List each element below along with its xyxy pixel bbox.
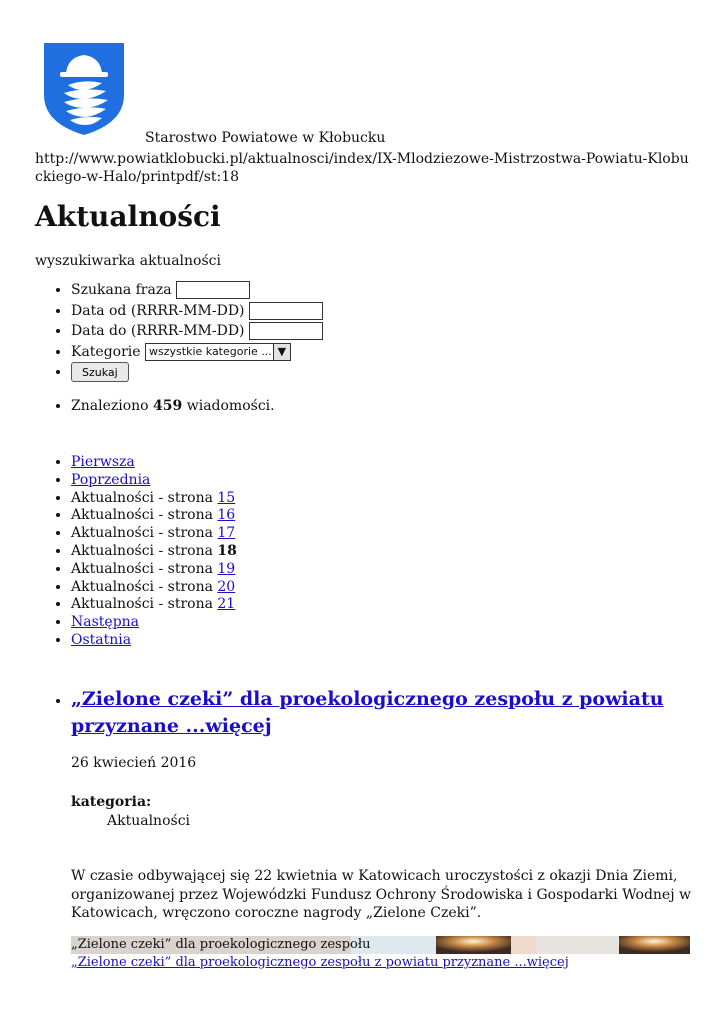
page-url: http://www.powiatklobucki.pl/aktualnosci/index/IX-Mlodziezowe-Mistrzostwa-Powiatu-Klobuckiego-w-Halo/printpdf/st:18 — [35, 151, 689, 185]
submit-row — [71, 362, 323, 383]
pager-last-link[interactable]: Ostatnia — [71, 631, 132, 648]
pager-item-page — [71, 489, 237, 507]
date-from-input[interactable] — [249, 302, 323, 320]
results-count: 459 — [153, 398, 183, 414]
article-date: 26 kwiecień 2016 — [71, 755, 197, 771]
article-title — [71, 686, 725, 740]
article-category-label: kategoria: — [71, 794, 152, 810]
pager-page-label: Aktualności - strona — [71, 560, 213, 577]
date-to-label: Data do (RRRR-MM-DD) — [71, 323, 245, 339]
search-phrase-input[interactable] — [176, 281, 250, 299]
coat-of-arms-icon — [44, 43, 124, 135]
search-form — [35, 280, 323, 383]
category-selected-value: wszystkie kategorie ... — [149, 344, 272, 358]
results-suffix: wiadomości. — [186, 398, 275, 414]
results-prefix: Znaleziono — [71, 398, 149, 414]
search-phrase-row — [71, 280, 323, 301]
pager-page-link[interactable]: 21 — [217, 596, 236, 613]
search-phrase-label: Szukana fraza — [71, 282, 172, 298]
article-more-link[interactable]: „Zielone czeki” dla proekologicznego zespołu z powiatu przyznane ...więcej — [71, 955, 569, 970]
pager-page-link[interactable]: 15 — [217, 489, 236, 506]
results-summary — [35, 398, 275, 414]
pager-item-page — [71, 506, 237, 524]
pager-page-link[interactable]: 16 — [217, 507, 236, 524]
pager-page-link[interactable]: 17 — [217, 525, 236, 542]
date-to-input[interactable] — [249, 322, 323, 340]
pager-page-label: Aktualności - strona — [71, 542, 213, 559]
pager-previous-link[interactable]: Poprzednia — [71, 471, 151, 488]
page-title: Aktualności — [35, 200, 221, 233]
pager-item-current — [71, 542, 237, 560]
article-image[interactable] — [71, 936, 690, 954]
pager-item-page — [71, 560, 237, 578]
search-button[interactable]: Szukaj — [71, 362, 129, 382]
date-from-label: Data od (RRRR-MM-DD) — [71, 302, 245, 319]
article-lead: W czasie odbywającej się 22 kwietnia w Katowicach uroczystości z okazji Dnia Ziemi, organizowanej przez Wojewódzki Fundusz Ochrony Środowiska i Gospodarki Wodnej w Katowicach, wręczono coroczne nagrody „Zielone Czeki”. — [71, 868, 691, 921]
article-item — [71, 686, 725, 740]
pager-next-link[interactable]: Następna — [71, 614, 140, 631]
chevron-down-icon[interactable]: ▼ — [273, 344, 290, 360]
date-to-row — [71, 321, 323, 342]
pager-item-first — [71, 453, 237, 471]
pager-page-label: Aktualności - strona — [71, 596, 213, 613]
pager-first-link[interactable]: Pierwsza — [71, 454, 135, 470]
pager-item-previous — [71, 471, 237, 489]
pager-page-label: Aktualności - strona — [71, 489, 213, 506]
pager-current-page: 18 — [217, 542, 237, 559]
category-row — [71, 342, 323, 363]
pager-item-last — [71, 631, 237, 649]
pager-page-link[interactable]: 20 — [217, 578, 236, 595]
pager-item-page — [71, 595, 237, 613]
category-select[interactable] — [145, 343, 291, 361]
pager-item-next — [71, 613, 237, 631]
pager-page-label: Aktualności - strona — [71, 507, 213, 524]
site-name: Starostwo Powiatowe w Kłobucku — [145, 130, 386, 146]
search-caption: wyszukiwarka aktualności — [35, 253, 221, 269]
category-label: Kategorie — [71, 343, 141, 360]
article-category-value: Aktualności — [107, 813, 191, 829]
pager-item-page — [71, 578, 237, 596]
results-count-item — [71, 398, 275, 414]
pager-page-link[interactable]: 19 — [217, 560, 236, 577]
article-title-link[interactable]: „Zielone czeki” dla proekologicznego zespołu z powiatu przyznane ...więcej — [71, 688, 664, 737]
pager-page-label: Aktualności - strona — [71, 578, 213, 595]
pager-page-label: Aktualności - strona — [71, 525, 213, 542]
date-from-row — [71, 301, 323, 322]
pager-item-page — [71, 524, 237, 542]
pagination — [35, 453, 237, 649]
article-list — [35, 686, 725, 740]
article-image-caption: „Zielone czeki” dla proekologicznego zespołu — [71, 937, 371, 952]
